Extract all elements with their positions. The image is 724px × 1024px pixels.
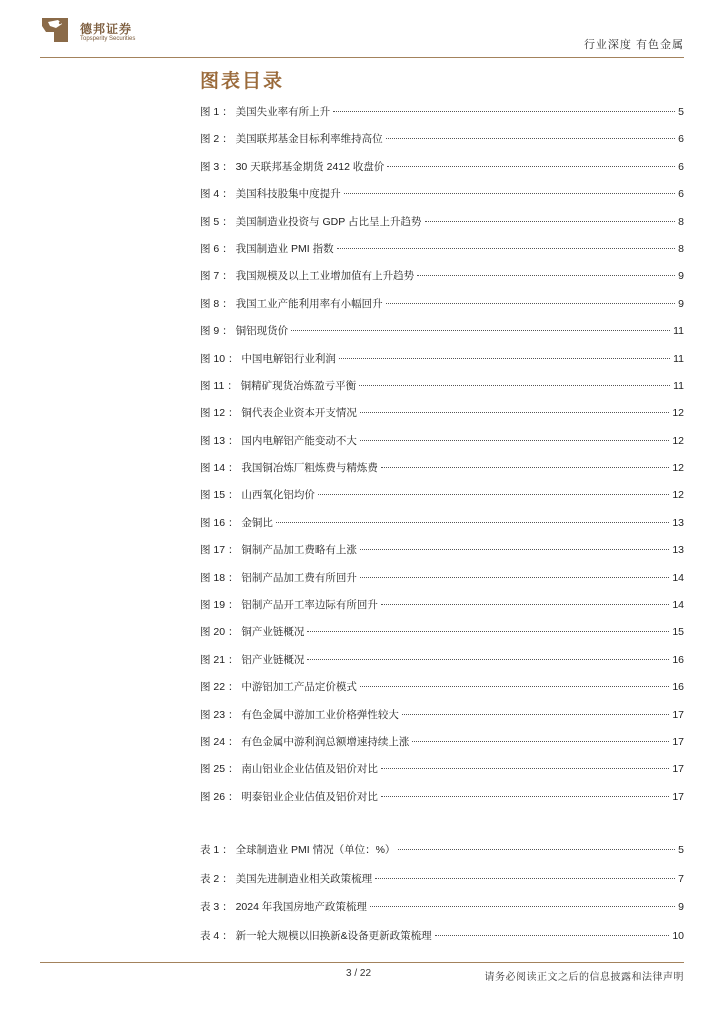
toc-leader-dots: [291, 330, 670, 331]
toc-entry-page: 13: [672, 516, 684, 529]
toc-entry-label: 图 22 ： 中游铝加工产品定价模式: [200, 681, 357, 694]
toc-entry-page: 11: [673, 352, 684, 365]
report-type: 行业深度 有色金属: [583, 39, 684, 51]
toc-entry-page: 7: [678, 872, 684, 885]
toc-entry-page: 9: [678, 901, 684, 914]
toc-entry-label: 图 13 ： 国内电解铝产能变动不大: [200, 434, 357, 447]
toc-entry-page: 16: [672, 681, 684, 694]
toc-entry[interactable]: [200, 378, 684, 405]
toc-entry[interactable]: [200, 351, 684, 378]
toc-entry[interactable]: [200, 789, 684, 816]
toc-entry-label: 图 14 ： 我国铜冶炼厂粗炼费与精炼费: [200, 462, 378, 475]
toc-entry-label: 图 17 ： 铜制产品加工费略有上涨: [200, 544, 357, 557]
toc-entry[interactable]: [200, 652, 684, 679]
toc-entry[interactable]: [200, 624, 684, 651]
toc-entry[interactable]: [200, 268, 684, 295]
toc-entry-label: 表 4 ： 新一轮大规模以旧换新&设备更新政策梳理: [200, 929, 432, 942]
figure-list: [200, 104, 684, 816]
toc-entry-label: 图 4 ： 美国科技股集中度提升: [200, 188, 341, 201]
toc-leader-dots: [360, 440, 669, 441]
toc-leader-dots: [386, 138, 676, 139]
toc-entry[interactable]: [200, 597, 684, 624]
toc-entry-page: 6: [678, 133, 684, 146]
toc-entry-page: 17: [672, 763, 684, 776]
toc-leader-dots: [435, 935, 670, 936]
toc-entry[interactable]: [200, 296, 684, 323]
toc-leader-dots: [417, 275, 675, 276]
toc-entry-page: 5: [678, 844, 684, 856]
toc-entry-label: 图 16 ： 金铜比: [200, 516, 273, 529]
brand-name: 德邦证券: [80, 22, 133, 36]
toc-entry-page: 12: [672, 434, 684, 447]
toc-entry-label: 图 18 ： 铝制产品加工费有所回升: [200, 571, 357, 584]
toc-entry-label: 表 2 ： 美国先进制造业相关政策梳理: [200, 872, 373, 885]
toc-leader-dots: [276, 522, 669, 523]
toc-entry[interactable]: [200, 679, 684, 706]
toc-entry-page: 17: [672, 790, 684, 803]
toc-entry-label: 图 20 ： 铜产业链概况: [200, 626, 305, 639]
toc-entry[interactable]: [200, 899, 684, 928]
legal-disclaimer: 请务必阅读正文之后的信息披露和法律声明: [484, 972, 684, 983]
toc-leader-dots: [381, 604, 669, 605]
toc-entry-label: 图 5 ： 美国制造业投资与 GDP 占比呈上升趋势: [200, 215, 422, 228]
toc-entry-page: 9: [678, 297, 684, 310]
toc-leader-dots: [381, 768, 669, 769]
toc-entry[interactable]: [200, 460, 684, 487]
toc-entry[interactable]: [200, 570, 684, 597]
toc-entry-label: 图 10 ： 中国电解铝行业利润: [200, 352, 336, 365]
toc-entry-page: 12: [672, 462, 684, 475]
toc-entry[interactable]: [200, 186, 684, 213]
toc-entry-page: 11: [673, 325, 684, 338]
toc-entry-label: 图 7 ： 我国规模及以上工业增加值有上升趋势: [200, 270, 415, 283]
toc-entry-label: 表 3 ： 2024 年我国房地产政策梳理: [200, 901, 367, 914]
toc-leader-dots: [360, 686, 669, 687]
brand-logo-icon: [40, 14, 70, 44]
toc-entry-page: 6: [678, 188, 684, 201]
toc-entry[interactable]: [200, 515, 684, 542]
toc-leader-dots: [381, 796, 669, 797]
toc-leader-dots: [370, 906, 675, 907]
toc-entry-label: 图 11 ： 铜精矿现货冶炼盈亏平衡: [200, 379, 357, 392]
toc-entry-label: 图 23 ： 有色金属中游加工业价格弹性较大: [200, 708, 399, 721]
toc-entry[interactable]: [200, 159, 684, 186]
toc-entry[interactable]: [200, 761, 684, 788]
toc-entry-label: 图 8 ： 我国工业产能利用率有小幅回升: [200, 297, 383, 310]
toc-leader-dots: [360, 577, 669, 578]
toc-leader-dots: [344, 193, 676, 194]
toc-entry-page: 6: [678, 160, 684, 173]
toc-entry-page: 9: [678, 270, 684, 283]
toc-leader-dots: [386, 303, 676, 304]
toc-leader-dots: [425, 221, 676, 222]
page-header: [40, 14, 684, 58]
toc-entry-label: 图 19 ： 铝制产品开工率边际有所回升: [200, 599, 378, 612]
toc-entry-label: 图 9 ： 铜铝现货价: [200, 325, 289, 338]
toc-leader-dots: [318, 494, 669, 495]
toc-entry-label: 图 12 ： 铜代表企业资本开支情况: [200, 407, 357, 420]
toc-entry-page: 8: [678, 215, 684, 228]
toc-entry-label: 图 3 ： 30 天联邦基金期货 2412 收盘价: [200, 160, 385, 173]
toc-entry-label: 表 1 ： 全球制造业 PMI 情况（单位：%）: [200, 844, 396, 856]
toc-entry[interactable]: [200, 131, 684, 158]
toc-leader-dots: [307, 659, 669, 660]
toc-entry-page: 8: [678, 242, 684, 255]
toc-leader-dots: [333, 111, 675, 112]
toc-entry-page: 14: [672, 599, 684, 612]
toc-entry-label: 图 2 ： 美国联邦基金目标利率维持高位: [200, 133, 383, 146]
footer-divider: [40, 962, 684, 963]
toc-entry-label: 图 26 ： 明泰铝业企业估值及铝价对比: [200, 790, 378, 803]
toc-entry-page: 16: [672, 653, 684, 666]
toc-entry-label: 图 24 ： 有色金属中游利润总额增速持续上涨: [200, 735, 410, 748]
toc-entry-page: 14: [672, 571, 684, 584]
toc-entry[interactable]: [200, 104, 684, 131]
page-title: 图表目录: [200, 70, 285, 92]
toc-entry-page: 11: [673, 379, 684, 392]
toc-leader-dots: [375, 878, 675, 879]
toc-leader-dots: [398, 849, 675, 850]
toc-entry[interactable]: [200, 542, 684, 569]
toc-entry-page: 12: [672, 407, 684, 420]
toc-entry[interactable]: [200, 842, 684, 871]
toc-leader-dots: [402, 714, 669, 715]
toc-leader-dots: [337, 248, 676, 249]
toc-leader-dots: [381, 467, 669, 468]
toc-entry-page: 13: [672, 544, 684, 557]
toc-entry-label: 图 1 ： 美国失业率有所上升: [200, 106, 331, 118]
toc-entry-page: 12: [672, 489, 684, 502]
toc-entry-label: 图 15 ： 山西氧化铝均价: [200, 489, 315, 502]
toc-entry[interactable]: [200, 734, 684, 761]
toc-entry[interactable]: [200, 214, 684, 241]
brand-subtitle: Topsperity Securities: [80, 36, 136, 42]
toc-leader-dots: [359, 385, 670, 386]
toc-entry[interactable]: [200, 487, 684, 514]
toc-leader-dots: [360, 549, 669, 550]
toc-entry[interactable]: [200, 433, 684, 460]
toc-leader-dots: [412, 741, 669, 742]
table-list: [200, 842, 684, 956]
toc-entry-label: 图 25 ： 南山铝业企业估值及铝价对比: [200, 763, 378, 776]
toc-entry-page: 17: [672, 735, 684, 748]
toc-leader-dots: [307, 631, 669, 632]
toc-entry-page: 17: [672, 708, 684, 721]
toc-leader-dots: [387, 166, 675, 167]
toc-entry[interactable]: [200, 241, 684, 268]
page-number: 3 / 22: [346, 968, 372, 979]
toc-entry-page: 15: [672, 626, 684, 639]
toc-entry[interactable]: [200, 871, 684, 900]
toc-entry-label: 图 6 ： 我国制造业 PMI 指数: [200, 242, 334, 255]
toc-entry[interactable]: [200, 707, 684, 734]
toc-entry[interactable]: [200, 405, 684, 432]
toc-entry-page: 10: [672, 929, 684, 942]
toc-entry-page: 5: [678, 106, 684, 118]
toc-entry-label: 图 21 ： 铝产业链概况: [200, 653, 305, 666]
header-divider: [40, 57, 684, 58]
toc-entry[interactable]: [200, 928, 684, 957]
toc-leader-dots: [360, 412, 669, 413]
toc-entry[interactable]: [200, 323, 684, 350]
toc-leader-dots: [339, 358, 670, 359]
